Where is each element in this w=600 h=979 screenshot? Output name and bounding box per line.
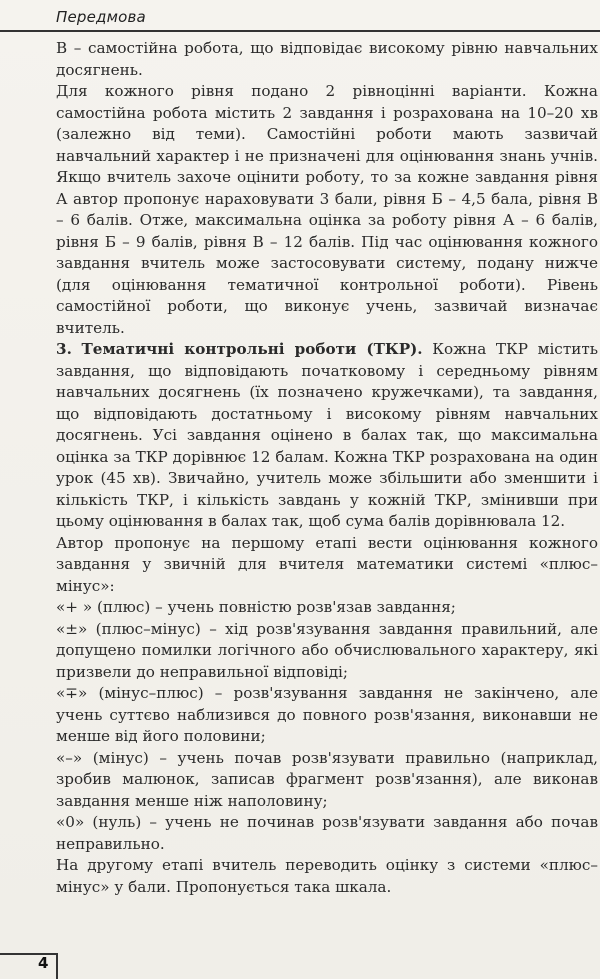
paragraph-tkr <box>56 339 598 533</box>
paragraph-minus: «–» (мінус) – учень почав розв'язувати правильно (наприклад, зробив малюнок, записав фрагмент розв'язання), але виконав завдання менше ніж наполовину; <box>56 748 598 810</box>
footer-corner-horizontal-rule <box>0 953 58 955</box>
running-head-title: Передмова <box>56 8 146 26</box>
paragraph-scale: На другому етапі вчитель переводить оцінку з системи «плюс–мінус» у бали. Пропонується така шкала. <box>56 856 598 896</box>
section-number: 3. <box>56 340 72 358</box>
paragraph-plus-minus: «±» (плюс–мінус) – хід розв'язування завдання правильний, але допущено помилки логічного або обчислювального характеру, які призвели до неправильної відповіді; <box>56 619 598 681</box>
header-rule <box>0 30 600 32</box>
footer-corner-vertical-rule <box>56 953 58 979</box>
paragraph-zero: «0» (нуль) – учень не починав розв'язувати завдання або почав неправильно. <box>56 813 598 853</box>
section-title: Тематичні контрольні роботи (ТКР). <box>81 340 423 358</box>
page-content <box>56 38 598 938</box>
paragraph-plus-minus-intro: Автор пропонує на першому етапі вести оцінювання кожного завдання у звичній для вчителя математики системі «плюс–мінус»: <box>56 533 598 595</box>
page-number: 4 <box>38 954 49 972</box>
paragraph-level-v: В – самостійна робота, що відповідає високому рівню навчальних досягнень. <box>56 39 598 79</box>
paragraph-variants: Для кожного рівня подано 2 рівноцінні варіанти. Кожна самостійна робота містить 2 завдання і розрахована на 10–20 хв (залежно від теми). Самостійні роботи мають зазвичай навчальний характер і не призначені для оцінювання знань учнів. Якщо вчитель захоче оцінити роботу, то за кожне завдання рівня А автор пропонує нараховувати 3 бали, рівня Б – 4,5 бала, рівня В – 6 балів. Отже, максимальна оцінка за роботу рівня А – 6 балів, рівня Б – 9 балів, рівня В – 12 балів. Під час оцінювання кожного завдання вчитель може застосовувати систему, подану нижче (для оцінювання тематичної контрольної роботи). Рівень самостійної роботи, що виконує учень, зазвичай визначає вчитель. <box>56 82 598 337</box>
page-header <box>0 0 600 36</box>
section-body: Кожна ТКР містить завдання, що відповідають початковому і середньому рівням навчальних досягнень (їх позначено кружечками), та завдання, що відповідають достатньому і високому рівням навчальних досягнень. Усі завдання оцінено в балах так, що максимальна оцінка за ТКР дорівнює 12 балам. Кожна ТКР розрахована на один урок (45 хв). Звичайно, учитель може збільшити або зменшити і кількість ТКР, і кількість завдань у кожній ТКР, змінивши при цьому оцінювання в балах так, щоб сума балів дорівнювала 12. <box>56 340 599 530</box>
paragraph-plus: «+ » (плюс) – учень повністю розв'язав завдання; <box>56 598 456 616</box>
paragraph-minus-plus: «∓» (мінус–плюс) – розв'язування завдання не закінчено, але учень суттєво наблизився до повного розв'язання, виконавши не менше від його половини; <box>56 684 598 745</box>
